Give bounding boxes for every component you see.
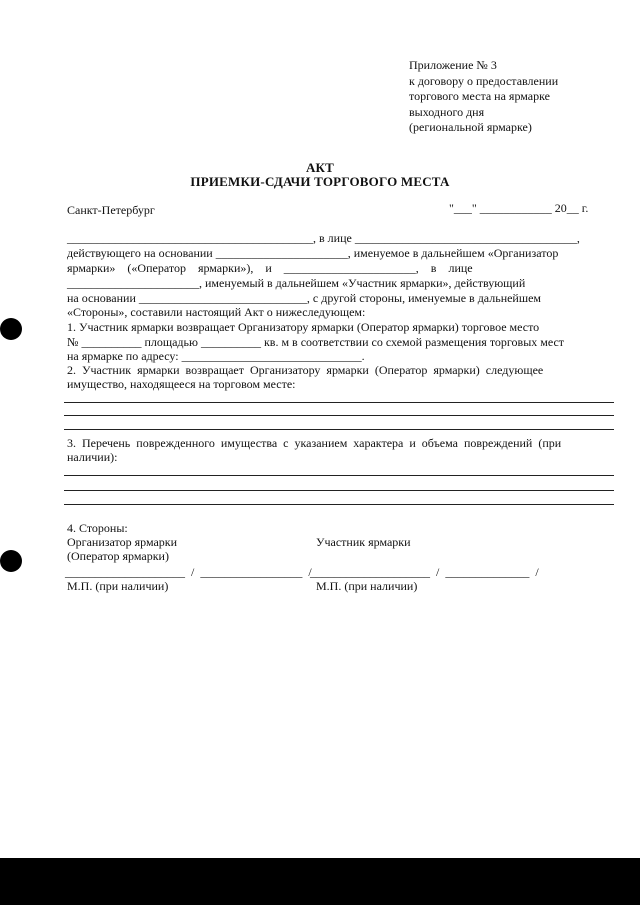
body-line: действующего на основании ______________________, именуемое в дальнейшем «Организатор [67, 246, 559, 260]
parties-heading: 4. Стороны: [67, 521, 128, 535]
appendix-note: Приложение № 3 к договору о предоставлении торгового места на ярмарке выходного дня (региональной ярмарке) [409, 58, 559, 134]
body-line: имущество, находящееся на торговом месте: [67, 377, 296, 391]
blank-line [64, 415, 614, 416]
act-title: АКТ [305, 160, 335, 175]
act-subtitle: ПРИЕМКИ-СДАЧИ ТОРГОВОГО МЕСТА [190, 174, 450, 189]
participant-signature-line: ____________________ / ______________ / [310, 565, 539, 579]
body-line: _________________________________________, в лице _____________________________________, [67, 231, 580, 245]
organizer-label-alt: (Оператор ярмарки) [67, 549, 169, 563]
organizer-stamp-label: М.П. (при наличии) [67, 579, 169, 593]
blank-line [64, 475, 614, 476]
date-field: "___" ____________ 20__ г. [449, 201, 589, 215]
place-label: Санкт-Петербург [67, 203, 155, 217]
punch-hole-top [0, 318, 22, 340]
section-3-text: наличии): [67, 450, 118, 464]
punch-hole-bottom [0, 550, 22, 572]
body-line: ярмарки» («Оператор ярмарки»), и ______________________, в лице [67, 261, 473, 275]
participant-stamp-label: М.П. (при наличии) [316, 579, 418, 593]
organizer-label: Организатор ярмарки [67, 535, 178, 549]
participant-label: Участник ярмарки [316, 535, 411, 549]
body-line: ______________________, именуемый в дальнейшем «Участник ярмарки», действующий [67, 276, 526, 290]
organizer-signature-line: ____________________ / _________________ / [65, 565, 312, 579]
body-line: на ярмарке по адресу: ______________________________. [67, 349, 365, 363]
body-line: № __________ площадью __________ кв. м в соответствии со схемой размещения торговых мест [67, 335, 565, 349]
scan-edge-band [0, 858, 640, 905]
body-line: на основании ____________________________, с другой стороны, именуемые в дальнейшем [67, 291, 542, 305]
blank-line [64, 429, 614, 430]
blank-line [64, 402, 614, 403]
body-line: «Стороны», составили настоящий Акт о нижеследующем: [67, 305, 366, 319]
blank-line [64, 490, 614, 491]
body-line: 1. Участник ярмарки возвращает Организатору ярмарки (Оператор ярмарки) торговое место [67, 320, 540, 334]
section-3-text: 3. Перечень поврежденного имущества с указанием характера и объема повреждений (при [67, 436, 562, 450]
blank-line [64, 504, 614, 505]
body-line: 2. Участник ярмарки возвращает Организатору ярмарки (Оператор ярмарки) следующее [67, 363, 544, 377]
